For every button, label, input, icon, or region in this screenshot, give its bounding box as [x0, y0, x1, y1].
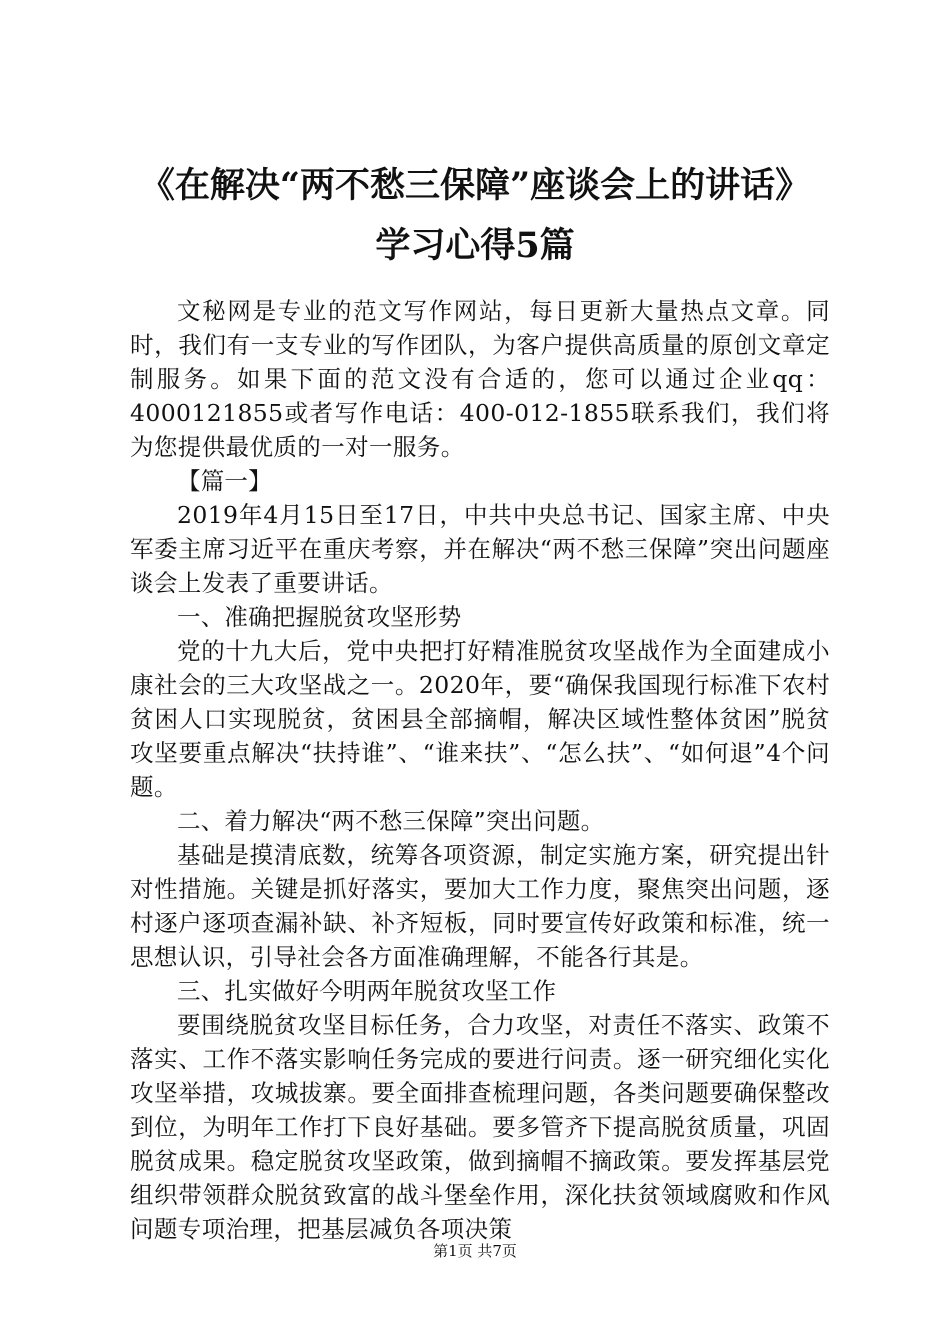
body-paragraph: 党的十九大后，党中央把打好精准脱贫攻坚战作为全面建成小康社会的三大攻坚战之一。2020年，要“确保我国现行标准下农村贫困人口实现脱贫，贫困县全部摘帽，解决区域性整体贫困”脱贫攻坚要重点解决“扶持谁”、“谁来扶”、“怎么扶”、“如何退”4个问题。: [130, 637, 830, 801]
body-paragraph: 基础是摸清底数，统筹各项资源，制定实施方案，研究提出针对性措施。关键是抓好落实，要加大工作力度，聚焦突出问题，逐村逐户逐项查漏补缺、补齐短板，同时要宣传好政策和标准，统一思想认识，引导社会各方面准确理解，不能各行其是。: [130, 841, 830, 971]
section-heading: 三、扎实做好今明两年脱贫攻坚工作: [177, 977, 557, 1005]
document-title-line-1: 《在解决“两不愁三保障”座谈会上的讲话》: [139, 165, 811, 206]
document-body: [130, 294, 830, 1246]
document-title-line-2: 学习心得5篇: [375, 225, 575, 266]
body-paragraph: 要围绕脱贫攻坚目标任务，合力攻坚，对责任不落实、政策不落实、工作不落实影响任务完成的要进行问责。逐一研究细化实化攻坚举措，攻城拔寨。要全面排查梳理问题，各类问题要确保整改到位，为明年工作打下良好基础。要多管齐下提高脱贫质量，巩固脱贫成果。稳定脱贫攻坚政策，做到摘帽不摘政策。要发挥基层党组织带领群众脱贫致富的战斗堡垒作用，深化扶贫领域腐败和作风问题专项治理，把基层减负各项决策: [130, 1011, 830, 1243]
section-heading: 二、着力解决“两不愁三保障”突出问题。: [177, 807, 605, 835]
body-paragraph: 2019年4月15日至17日，中共中央总书记、国家主席、中央军委主席习近平在重庆考察，并在解决“两不愁三保障”突出问题座谈会上发表了重要讲话。: [130, 501, 830, 597]
intro-paragraph: 文秘网是专业的范文写作网站，每日更新大量热点文章。同时，我们有一支专业的写作团队，为客户提供高质量的原创文章定制服务。如果下面的范文没有合适的，您可以通过企业qq：4000121855或者写作电话：400-012-1855联系我们，我们将为您提供最优质的一对一服务。: [130, 297, 830, 461]
section-marker: 【篇一】: [177, 467, 272, 495]
section-heading: 一、准确把握脱贫攻坚形势: [177, 603, 462, 631]
page-number: 第1页 共7页: [433, 1242, 517, 1260]
